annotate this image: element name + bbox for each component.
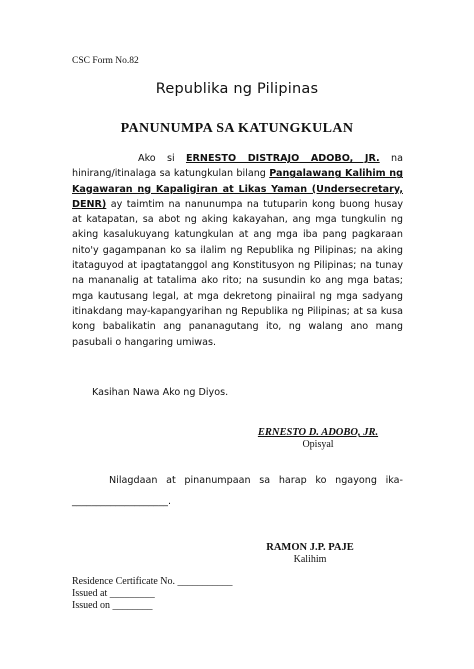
officer-signature-block	[238, 427, 398, 451]
attestation-paragraph: Nilagdaan at pinanumpaan sa harap ko ngayong ika-____________________.	[72, 475, 403, 507]
republic-heading: Republika ng Pilipinas	[155, 81, 319, 97]
secretary-name: RAMON J.P. PAJE	[266, 542, 354, 553]
residence-certificate-block	[72, 576, 233, 612]
secretary-signature-block	[250, 542, 370, 566]
oath-paragraph	[72, 151, 403, 350]
officer-role: Opisyal	[302, 439, 334, 450]
oath-name: ERNESTO DISTRAJO ADOBO, JR.	[185, 153, 380, 164]
officer-name: ERNESTO D. ADOBO, JR.	[257, 427, 379, 438]
issued-at: Issued at _________	[72, 588, 155, 599]
secretary-role: Kalihim	[293, 554, 327, 565]
form-number: CSC Form No.82	[72, 56, 139, 66]
oath-after-name: na hinirang/itinalaga sa katungkulan bilang	[72, 153, 403, 180]
closing-line: Kasihan Nawa Ako ng Diyos.	[92, 387, 229, 398]
oath-intro: Ako si	[138, 153, 186, 164]
oath-body: ay taimtim na nanunumpa na tutuparin kong buong husay at katapatan, sa abot ng aking kakayahan, ang mga tungkulin ng aking kasalukuyang katungkulan at ang mga iba pang pagkaraan nito'y gagampanan ko sa ilalim ng Republika ng Pilipinas; na aking itataguyod at ipagtatanggol ang Konstitusyon ng Pilipinas; na tunay na mananalig at tatalima ako rito; na susundin ko ang mga batas; mga kautusang legal, at mga dekretong pinaiiral ng mga sadyang itinakdang may-kapangyarihan ng Republika ng Pilipinas; at sa kusa kong babalikatin ang pananagutang ito, ng walang ano mang pasubali o hangaring umiwas.	[72, 198, 403, 348]
residence-certificate-no: Residence Certificate No. ___________	[72, 576, 233, 587]
oath-position: Pangalawang Kalihim ng Kagawaran ng Kapaligiran at Likas Yaman (Undersecretary, DENR)	[72, 168, 403, 210]
issued-on: Issued on ________	[72, 600, 153, 611]
document-title: PANUNUMPA SA KATUNGKULAN	[120, 121, 354, 136]
